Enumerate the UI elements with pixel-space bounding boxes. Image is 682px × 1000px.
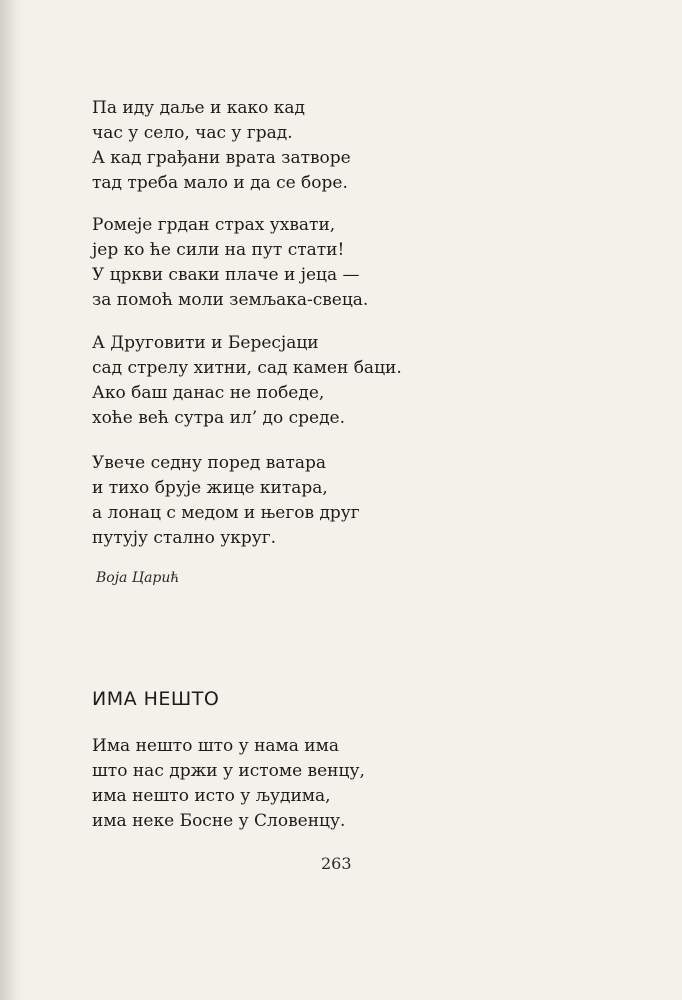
verse-line: и тихо брује жице китара,: [92, 478, 328, 498]
verse-line: путују стално укруг.: [92, 528, 277, 548]
verse-line: за помоћ моли земљака-свеца.: [92, 290, 369, 310]
verse-line: Има нешто што у нама има: [92, 736, 339, 756]
poem1-stanza-3: [92, 331, 402, 431]
verse-line: а лонац с медом и његов друг: [92, 503, 360, 523]
poem1-stanza-2: [92, 213, 368, 313]
verse-line: Ако баш данас не победе,: [92, 383, 325, 403]
verse-line: час у село, час у град.: [92, 123, 293, 143]
poem1-stanza-4: [92, 451, 360, 551]
poem-author: Воја Царић: [96, 570, 180, 586]
poem-title: ИМА НЕШТО: [92, 688, 220, 710]
verse-line: што нас држи у истоме венцу,: [92, 761, 365, 781]
verse-line: У цркви сваки плаче и јеца —: [92, 265, 360, 285]
page-gutter-shadow: [0, 0, 22, 1000]
verse-line: сад стрелу хитни, сад камен баци.: [92, 358, 402, 378]
verse-line: има неке Босне у Словенцу.: [92, 811, 346, 831]
verse-line: јер ко ће сили на пут стати!: [92, 240, 345, 260]
verse-line: има нешто исто у људима,: [92, 786, 331, 806]
verse-line: А кад грађани врата затворе: [92, 148, 351, 168]
verse-line: Увече седну поред ватара: [92, 453, 327, 473]
page-number: 263: [321, 854, 352, 873]
verse-line: хоће већ сутра ил’ до среде.: [92, 408, 346, 428]
poem2-stanza-1: [92, 734, 365, 834]
poem1-stanza-1: [92, 96, 351, 196]
verse-line: тад треба мало и да се боре.: [92, 173, 348, 193]
verse-line: А Друговити и Бересјаци: [92, 333, 319, 353]
verse-line: Па иду даље и како кад: [92, 98, 305, 118]
verse-line: Ромеје грдан страх ухвати,: [92, 215, 336, 235]
